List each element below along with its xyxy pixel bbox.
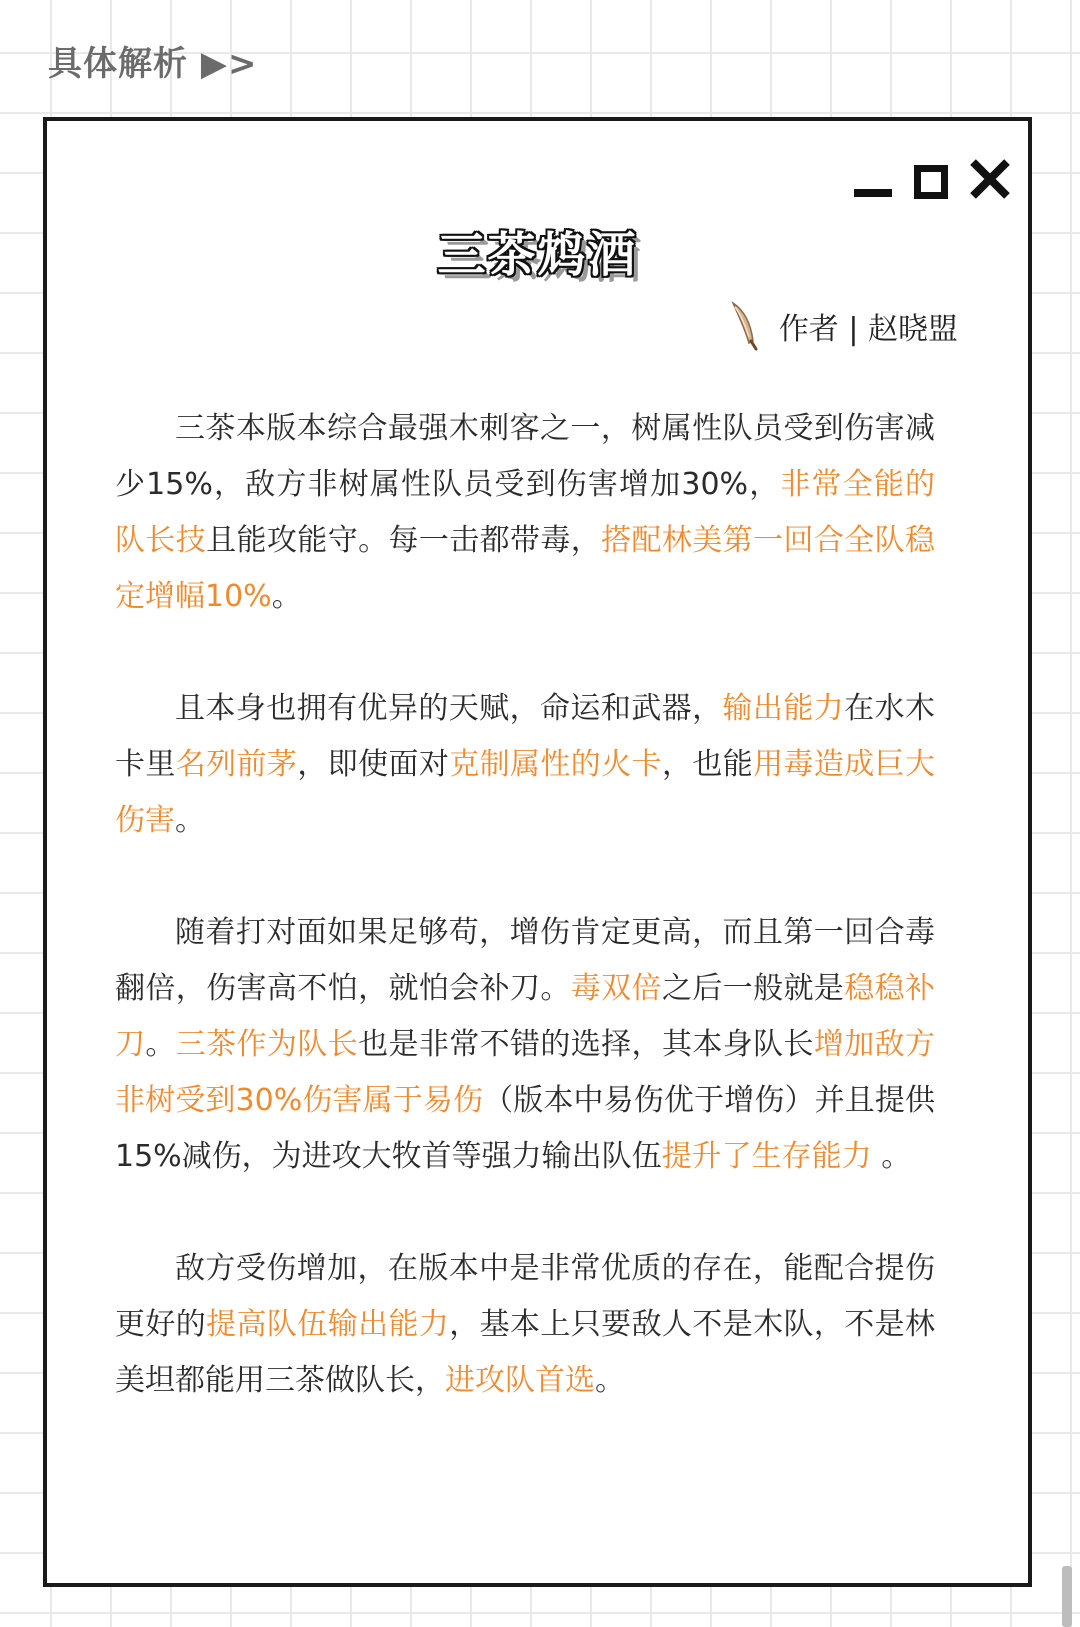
body-text: ，基本上只要敌人不是木队，不是林美坦都能用三茶做队长， (115, 1307, 936, 1398)
paragraph (115, 905, 935, 1185)
author-row (729, 301, 958, 351)
body-text: 且能攻能守。每一击都带毒， (206, 523, 602, 558)
article-window (43, 117, 1032, 1587)
body-text: 。 (145, 1027, 176, 1062)
body-text: 之后一般就是 (661, 971, 845, 1006)
highlight-text: 提升了生存能力 (661, 1139, 872, 1174)
quill-icon (729, 301, 759, 351)
highlight-text: 毒双倍 (570, 971, 662, 1006)
body-text: 。 (595, 1363, 625, 1398)
body-text: 也是非常不错的选择，其本身队长 (358, 1027, 814, 1062)
highlight-text: 稳稳补刀 (115, 971, 936, 1062)
body-text: 。 (271, 579, 302, 614)
paragraph (115, 681, 935, 849)
paragraph (115, 1241, 935, 1409)
body-text: 。 (175, 803, 205, 838)
article-body (115, 401, 935, 1465)
highlight-text: 名列前茅 (175, 747, 298, 782)
scrollbar-thumb[interactable] (1062, 1566, 1072, 1627)
section-label: 具体解析 ▶> (48, 44, 258, 84)
article-title: 三茶鸩酒 (437, 227, 638, 283)
highlight-text: 提高队伍输出能力 (206, 1307, 450, 1342)
highlight-text: 克制属性的火卡 (449, 747, 662, 782)
body-text: 。 (871, 1139, 912, 1174)
highlight-text: 非常全能的队长技 (115, 467, 936, 558)
body-text: （版本中易伤优于增伤）并且提供15%减伤，为进攻大牧首等强力输出队伍 (115, 1083, 935, 1174)
minimize-icon[interactable] (854, 189, 892, 197)
paragraph (115, 401, 935, 625)
body-text: 在水木卡里 (115, 691, 936, 782)
body-text: 敌方受伤增加，在版本中是非常优质的存在，能配合提伤更好的 (115, 1251, 935, 1342)
highlight-text: 增加敌方非树受到30%伤害属于易伤 (115, 1027, 936, 1118)
highlight-text: 搭配林美第一回合全队稳定增幅10% (115, 523, 936, 614)
highlight-text: 用毒造成巨大伤害 (115, 747, 936, 838)
window-controls (854, 159, 1010, 199)
highlight-text: 三茶作为队长 (175, 1027, 359, 1062)
body-text: 三茶本版本综合最强木刺客之一，树属性队员受到伤害减少15%，敌方非树属性队员受到伤害增加30%， (115, 411, 935, 502)
highlight-text: 进攻队首选 (445, 1363, 595, 1398)
body-text: ，也能 (661, 747, 754, 782)
highlight-text: 输出能力 (722, 691, 845, 726)
author-byline: 作者 | 赵晓盟 (778, 312, 958, 347)
maximize-icon[interactable] (914, 165, 948, 199)
close-icon[interactable] (970, 159, 1010, 199)
body-text: ，即使面对 (297, 747, 450, 782)
body-text: 且本身也拥有优异的天赋，命运和武器， (175, 691, 723, 726)
body-text: 随着打对面如果足够苟，增伤肯定更高，而且第一回合毒翻倍，伤害高不怕，就怕会补刀。 (115, 915, 935, 1006)
